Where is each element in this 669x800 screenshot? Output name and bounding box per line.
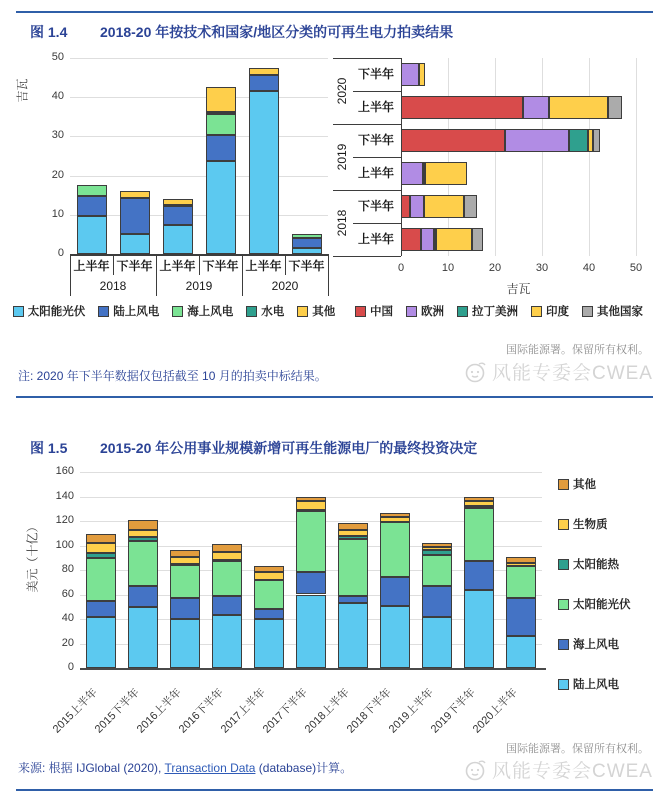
category-label: 2016下半年 xyxy=(176,686,226,736)
legend-swatch xyxy=(558,479,569,490)
gridline xyxy=(589,58,590,256)
fig14-label: 图 1.4 xyxy=(30,24,68,40)
bar-segment-生物质 xyxy=(128,530,158,537)
bar-segment-陆上风电 xyxy=(464,590,494,668)
fig15-label: 图 1.5 xyxy=(30,440,68,456)
bar-segment-陆上风电 xyxy=(170,619,200,668)
axis-tick: 50 xyxy=(629,262,643,274)
year-label: 2018 xyxy=(335,209,349,237)
legend-item-其他国家 xyxy=(582,303,643,319)
axis-tick: 120 xyxy=(55,514,74,526)
source-suffix: (database)计算。 xyxy=(255,761,353,775)
legend-label: 海上风电 xyxy=(187,306,234,318)
gridline xyxy=(70,136,328,137)
bar-segment-海上风电 xyxy=(254,609,284,619)
bar-segment-陆上风电 xyxy=(86,617,116,668)
bar-segment-陆上风电 xyxy=(296,595,326,669)
fig15-title: 2015-20 年公用事业规模新增可再生能源电厂的最终投资决定 xyxy=(100,440,478,456)
category-label: 上半年 xyxy=(357,166,394,180)
bar-segment-其他 xyxy=(296,497,326,501)
fid-legend xyxy=(558,476,631,692)
legend-item-太阳能光伏 xyxy=(558,596,631,612)
bar-segment-海上风电 xyxy=(170,598,200,619)
legend-swatch xyxy=(531,306,542,317)
bar-segment-太阳能光伏 xyxy=(120,234,150,254)
axis-separator xyxy=(285,254,286,275)
bar-segment-陆上风电 xyxy=(254,619,284,668)
legend-label: 太阳能光伏 xyxy=(27,306,86,318)
axis-tick: 10 xyxy=(51,207,64,220)
bar-segment-太阳能光伏 xyxy=(128,541,158,586)
bar-segment-太阳能光伏 xyxy=(296,511,326,572)
divider-top xyxy=(16,11,653,13)
legend-item-水电 xyxy=(246,303,284,319)
bar-segment-太阳能光伏 xyxy=(206,161,236,254)
bar-segment-海上风电 xyxy=(212,596,242,616)
bar-segment-印度 xyxy=(549,96,608,119)
bar-segment-太阳能光伏 xyxy=(212,561,242,596)
bar-segment-太阳能光伏 xyxy=(170,565,200,598)
axis-tick: 100 xyxy=(55,538,74,551)
gridline xyxy=(70,215,328,216)
fig14-note: 注: 2020 年下半年数据仅包括截至 10 月的拍卖中标结果。 xyxy=(18,369,327,383)
legend-swatch xyxy=(582,306,593,317)
legend-swatch xyxy=(172,306,183,317)
legend-item-陆上风电 xyxy=(558,676,631,692)
legend-swatch xyxy=(558,599,569,610)
axis-tick: 140 xyxy=(55,489,74,502)
gridline xyxy=(70,176,328,177)
category-label: 2018下半年 xyxy=(344,686,394,736)
legend-swatch xyxy=(457,306,468,317)
cwea-logo-icon xyxy=(463,360,487,384)
category-label: 上半年 xyxy=(245,259,282,273)
legend-label: 太阳能光伏 xyxy=(573,599,631,611)
bar-segment-生物质 xyxy=(338,530,368,536)
bar-segment-生物质 xyxy=(422,547,452,549)
bar-segment-印度 xyxy=(436,228,473,251)
group-separator xyxy=(333,190,401,191)
category-label: 2019下半年 xyxy=(428,686,478,736)
legend-swatch xyxy=(558,639,569,650)
bar-segment-陆上风电 xyxy=(128,607,158,668)
group-separator xyxy=(333,124,401,125)
bar-segment-生物质 xyxy=(296,501,326,510)
legend-swatch xyxy=(355,306,366,317)
axis-separator xyxy=(70,254,71,296)
legend-item-其他 xyxy=(297,303,335,319)
axis-tick: 80 xyxy=(61,563,74,575)
bar-segment-太阳能光伏 xyxy=(506,566,536,598)
category-label: 上半年 xyxy=(357,232,394,246)
axis-tick: 160 xyxy=(55,465,74,477)
cwea-watermark-text: 风能专委会CWEA xyxy=(491,761,653,782)
bar-segment-欧洲 xyxy=(421,228,435,251)
bar-segment-其他 xyxy=(170,550,200,557)
source-link[interactable]: Transaction Data xyxy=(164,761,256,775)
bar-segment-其他 xyxy=(380,513,410,517)
fig14-title: 2018-20 年按技术和国家/地区分类的可再生电力拍卖结果 xyxy=(100,24,454,40)
category-label: 下半年 xyxy=(116,259,153,273)
bar-segment-海上风电 xyxy=(296,572,326,594)
legend-item-拉丁美洲 xyxy=(457,303,518,319)
axis-tick: 0 xyxy=(57,247,64,259)
bar-segment-海上风电 xyxy=(77,185,107,196)
bar-segment-海上风电 xyxy=(206,114,236,135)
bar-segment-太阳能光伏 xyxy=(86,558,116,601)
category-label: 下半年 xyxy=(202,259,239,273)
category-label: 2015下半年 xyxy=(92,686,142,736)
legend-swatch xyxy=(98,306,109,317)
bar-segment-陆上风电 xyxy=(163,206,193,225)
bar-segment-陆上风电 xyxy=(506,636,536,668)
axis-tick: 40 xyxy=(51,90,64,103)
cwea-watermark-1 xyxy=(463,358,653,385)
x-axis-label: 吉瓦 xyxy=(506,282,531,296)
bar-segment-印度 xyxy=(425,162,467,185)
axis-tick: 10 xyxy=(441,262,455,274)
legend-item-生物质 xyxy=(558,516,631,532)
legend-swatch xyxy=(406,306,417,317)
bar-segment-太阳能光伏 xyxy=(422,555,452,586)
bar-segment-欧洲 xyxy=(401,162,423,185)
legend-item-其他 xyxy=(558,476,631,492)
legend-label: 欧洲 xyxy=(421,306,444,318)
bar-segment-太阳能热 xyxy=(86,553,116,558)
bar-segment-陆上风电 xyxy=(380,606,410,668)
category-label: 2018上半年 xyxy=(302,686,352,736)
auction-tech-legend xyxy=(14,303,334,319)
row-separator xyxy=(353,157,401,158)
category-label: 上半年 xyxy=(357,100,394,114)
legend-label: 印度 xyxy=(546,306,569,318)
bar-segment-海上风电 xyxy=(128,586,158,607)
legend-label: 海上风电 xyxy=(573,639,619,651)
legend-label: 其他 xyxy=(573,479,596,491)
axis-tick: 20 xyxy=(51,168,64,181)
bar-segment-海上风电 xyxy=(338,596,368,603)
axis-tick: 40 xyxy=(582,262,596,274)
bar-segment-其他 xyxy=(249,68,279,75)
cwea-logo-icon xyxy=(463,758,487,782)
bar-segment-生物质 xyxy=(254,572,284,579)
bar-segment-生物质 xyxy=(506,563,536,567)
auction-tech-chart xyxy=(15,48,333,300)
iea-rights-1: 国际能源署。保留所有权利。 xyxy=(506,344,649,356)
bar-segment-陆上风电 xyxy=(206,135,236,161)
bar-segment-其他国家 xyxy=(608,96,622,119)
bar-segment-太阳能光伏 xyxy=(249,91,279,254)
bar-segment-生物质 xyxy=(170,557,200,564)
bar-segment-其他 xyxy=(163,199,193,205)
category-label: 2016上半年 xyxy=(134,686,184,736)
bar-segment-太阳能热 xyxy=(338,536,368,540)
bar-segment-太阳能光伏 xyxy=(464,508,494,562)
bar-segment-其他 xyxy=(86,534,116,543)
category-label: 2019上半年 xyxy=(386,686,436,736)
legend-item-印度 xyxy=(531,303,569,319)
legend-item-太阳能热 xyxy=(558,556,631,572)
axis-tick: 50 xyxy=(51,51,64,63)
bar-segment-印度 xyxy=(424,195,465,218)
category-label: 下半年 xyxy=(357,133,394,147)
legend-item-海上风电 xyxy=(558,636,631,652)
year-label: 2019 xyxy=(185,279,213,293)
bar-segment-陆上风电 xyxy=(77,196,107,217)
bar-segment-生物质 xyxy=(380,517,410,522)
legend-item-中国 xyxy=(355,303,393,319)
legend-label: 水电 xyxy=(261,306,285,318)
gridline xyxy=(70,97,328,98)
bar-segment-欧洲 xyxy=(523,96,549,119)
bar-segment-水电 xyxy=(163,205,193,207)
bar-segment-中国 xyxy=(401,228,421,251)
bar-segment-欧洲 xyxy=(410,195,423,218)
bar-segment-其他 xyxy=(338,523,368,530)
legend-swatch xyxy=(558,559,569,570)
bar-segment-其他 xyxy=(120,191,150,198)
category-label: 下半年 xyxy=(357,67,394,81)
legend-swatch xyxy=(558,519,569,530)
auction-region-legend xyxy=(333,303,665,319)
bar-segment-海上风电 xyxy=(422,586,452,617)
bar-segment-陆上风电 xyxy=(292,238,322,249)
bar-segment-太阳能热 xyxy=(170,564,200,566)
bar-segment-水电 xyxy=(206,112,236,114)
gridline xyxy=(448,58,449,256)
bar-segment-太阳能光伏 xyxy=(77,216,107,254)
axis-tick: 40 xyxy=(61,612,74,624)
bar-segment-海上风电 xyxy=(506,598,536,636)
divider-middle xyxy=(16,396,653,398)
legend-item-陆上风电 xyxy=(98,303,159,319)
legend-swatch xyxy=(246,306,257,317)
bar-segment-拉丁美洲 xyxy=(569,129,588,152)
legend-swatch xyxy=(558,679,569,690)
legend-label: 拉丁美洲 xyxy=(472,306,518,318)
category-label: 2020上半年 xyxy=(470,686,520,736)
bar-segment-中国 xyxy=(401,96,523,119)
bar-segment-其他 xyxy=(254,566,284,573)
category-label: 下半年 xyxy=(357,199,394,213)
bar-segment-海上风电 xyxy=(464,561,494,589)
bar-segment-其他 xyxy=(212,544,242,552)
legend-item-欧洲 xyxy=(406,303,444,319)
row-separator xyxy=(353,91,401,92)
cwea-watermark-2 xyxy=(463,756,653,783)
fid-chart xyxy=(20,462,565,740)
bar-segment-其他 xyxy=(464,497,494,501)
iea-rights-2: 国际能源署。保留所有权利。 xyxy=(506,743,649,755)
bar-segment-中国 xyxy=(401,129,505,152)
bar-segment-其他 xyxy=(128,520,158,530)
bar-segment-太阳能热 xyxy=(212,560,242,562)
gridline xyxy=(636,58,637,256)
bar-segment-其他 xyxy=(422,543,452,547)
bar-segment-海上风电 xyxy=(292,234,322,238)
divider-bottom xyxy=(16,789,653,791)
legend-label: 生物质 xyxy=(573,519,608,531)
axis-separator xyxy=(113,254,114,275)
group-separator xyxy=(333,256,401,257)
category-label: 下半年 xyxy=(288,259,325,273)
legend-label: 其他 xyxy=(312,306,336,318)
bar-segment-太阳能光伏 xyxy=(338,539,368,595)
axis-tick: 30 xyxy=(535,262,549,274)
legend-label: 陆上风电 xyxy=(113,306,160,318)
bar-segment-其他 xyxy=(506,557,536,563)
bar-segment-海上风电 xyxy=(86,601,116,617)
year-label: 2020 xyxy=(271,279,299,293)
gridline xyxy=(542,58,543,256)
legend-label: 中国 xyxy=(370,306,393,318)
auction-region-chart xyxy=(333,48,665,300)
legend-label: 其他国家 xyxy=(597,306,643,318)
bar-segment-太阳能光伏 xyxy=(380,522,410,577)
legend-item-海上风电 xyxy=(172,303,233,319)
axis-tick: 20 xyxy=(488,262,502,274)
bar-segment-太阳能光伏 xyxy=(254,580,284,609)
legend-label: 太阳能热 xyxy=(573,559,619,571)
bar-segment-太阳能热 xyxy=(464,506,494,508)
x-axis-line xyxy=(80,668,546,670)
bar-segment-陆上风电 xyxy=(422,617,452,668)
axis-tick: 20 xyxy=(61,636,74,649)
y-axis-label: 吉瓦 xyxy=(15,78,30,103)
gridline xyxy=(80,472,542,473)
year-label: 2020 xyxy=(335,77,349,105)
gridline xyxy=(495,58,496,256)
bar-segment-陆上风电 xyxy=(249,75,279,91)
bar-segment-生物质 xyxy=(212,552,242,560)
bar-segment-陆上风电 xyxy=(338,603,368,668)
category-label: 2017上半年 xyxy=(218,686,268,736)
axis-separator xyxy=(199,254,200,275)
bar-segment-欧洲 xyxy=(401,63,419,86)
axis-tick: 30 xyxy=(51,129,64,142)
bar-segment-生物质 xyxy=(86,543,116,553)
axis-separator xyxy=(242,254,243,296)
bar-segment-海上风电 xyxy=(380,577,410,605)
bar-segment-陆上风电 xyxy=(120,198,150,235)
bar-segment-太阳能热 xyxy=(128,537,158,541)
bar-segment-太阳能热 xyxy=(296,510,326,512)
bar-segment-印度 xyxy=(419,63,425,86)
axis-separator xyxy=(328,254,329,296)
year-label: 2018 xyxy=(99,279,127,293)
legend-label: 陆上风电 xyxy=(573,679,619,691)
bar-segment-其他 xyxy=(206,87,236,112)
axis-tick: 0 xyxy=(397,262,405,274)
category-label: 2017下半年 xyxy=(260,686,310,736)
axis-tick: 60 xyxy=(61,587,74,600)
bar-segment-陆上风电 xyxy=(212,615,242,668)
category-label: 上半年 xyxy=(73,259,110,273)
bar-segment-其他国家 xyxy=(593,129,601,152)
row-separator xyxy=(353,223,401,224)
bar-segment-欧洲 xyxy=(505,129,568,152)
bar-segment-生物质 xyxy=(464,501,494,506)
bar-segment-太阳能光伏 xyxy=(163,225,193,254)
legend-item-太阳能光伏 xyxy=(13,303,86,319)
bar-segment-中国 xyxy=(401,195,410,218)
bar-segment-其他国家 xyxy=(472,228,483,251)
category-label: 上半年 xyxy=(159,259,196,273)
cwea-watermark-text: 风能专委会CWEA xyxy=(491,363,653,384)
year-label: 2019 xyxy=(335,143,349,171)
legend-swatch xyxy=(13,306,24,317)
group-separator xyxy=(333,58,401,59)
gridline xyxy=(70,58,328,59)
bar-segment-其他国家 xyxy=(464,195,476,218)
source-prefix: 来源: 根据 IJGlobal (2020), xyxy=(18,761,165,775)
category-label: 2015上半年 xyxy=(50,686,100,736)
bar-segment-太阳能热 xyxy=(422,550,452,556)
legend-swatch xyxy=(297,306,308,317)
axis-separator xyxy=(156,254,157,296)
axis-tick: 0 xyxy=(67,661,74,673)
y-axis-label: 美元（十亿） xyxy=(25,520,40,593)
y-axis-line xyxy=(401,58,402,256)
